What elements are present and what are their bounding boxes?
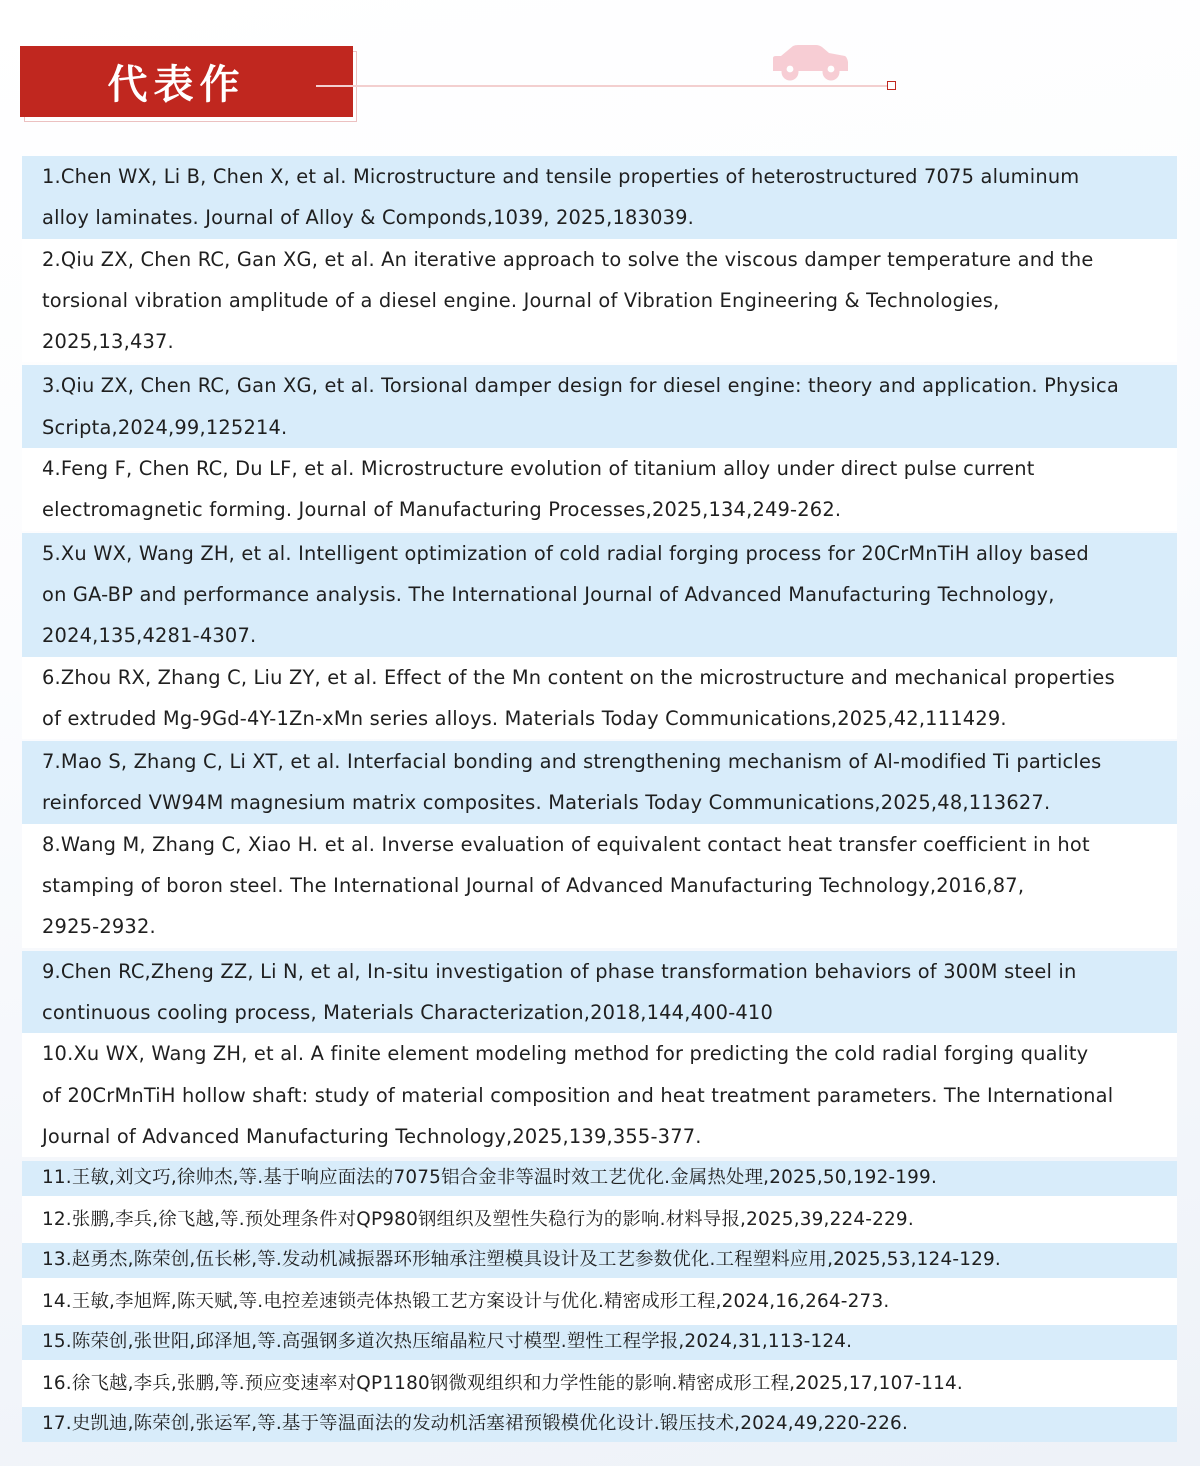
- publication-item: [22, 657, 1177, 740]
- publication-line: 1.Chen WX, Li B, Chen X, et al. Microstructure and tensile properties of heterostructured 7075 aluminum: [42, 165, 1080, 188]
- publication-line: 16.徐飞越,李兵,张鹏,等.预应变速率对QP1180钢微观组织和力学性能的影响.精密成形工程,2025,17,107-114.: [42, 1372, 963, 1394]
- publication-list: [22, 156, 1177, 1442]
- publication-item: [22, 1161, 1177, 1196]
- publication-item: [22, 1033, 1177, 1157]
- publication-item: [22, 951, 1177, 1034]
- publication-line: of 20CrMnTiH hollow shaft: study of material composition and heat treatment parameters. The International: [42, 1083, 1114, 1107]
- publication-line: 15.陈荣创,张世阳,邱泽旭,等.高强钢多道次热压缩晶粒尺寸模型.塑性工程学报,2024,31,113-124.: [42, 1331, 853, 1353]
- publication-line: 8.Wang M, Zhang C, Xiao H. et al. Inverse evaluation of equivalent contact heat transfer coefficient in hot: [42, 832, 1090, 856]
- publication-line: continuous cooling process, Materials Characterization,2018,144,400-410: [42, 1000, 773, 1024]
- section-title: 代表作: [107, 62, 246, 108]
- publication-item: [22, 1196, 1177, 1244]
- publication-item: [22, 1407, 1177, 1442]
- publication-item: [22, 824, 1177, 948]
- publication-line: electromagnetic forming. Journal of Manufacturing Processes,2025,134,249-262.: [42, 498, 842, 522]
- publication-item: [22, 741, 1177, 824]
- publication-line: 6.Zhou RX, Zhang C, Liu ZY, et al. Effect of the Mn content on the microstructure and mechanical properties: [42, 665, 1115, 689]
- publication-line: 9.Chen RC,Zheng ZZ, Li N, et al, In-situ investigation of phase transformation behaviors of 300M steel in: [42, 959, 1077, 983]
- publication-item: [22, 1325, 1177, 1360]
- publication-line: 2025,13,437.: [42, 330, 174, 354]
- publication-line: Journal of Advanced Manufacturing Technology,2025,139,355-377.: [42, 1124, 702, 1148]
- publication-line: 7.Mao S, Zhang C, Li XT, et al. Interfacial bonding and strengthening mechanism of Al-modified Ti particles: [42, 750, 1102, 774]
- publication-line: 5.Xu WX, Wang ZH, et al. Intelligent optimization of cold radial forging process for 20CrMnTiH alloy based: [42, 541, 1089, 565]
- publication-item: [22, 1243, 1177, 1278]
- publication-line: 4.Feng F, Chen RC, Du LF, et al. Microstructure evolution of titanium alloy under direct pulse current: [42, 457, 1035, 481]
- publication-item: [22, 1278, 1177, 1326]
- publication-item: [22, 239, 1177, 363]
- title-divider-line: [316, 85, 887, 87]
- publication-line: 12.张鹏,李兵,徐飞越,等.预处理条件对QP980钢组织及塑性失稳行为的影响.材料导报,2025,39,224-229.: [42, 1208, 914, 1230]
- publication-line: stamping of boron steel. The International Journal of Advanced Manufacturing Technology,2016,87,: [42, 874, 1025, 898]
- publication-line: 2925-2932.: [42, 915, 156, 939]
- publication-item: [22, 1360, 1177, 1408]
- publication-line: 2024,135,4281-4307.: [42, 624, 257, 648]
- publication-line: 17.史凯迪,陈荣创,张运军,等.基于等温面法的发动机活塞裙预锻模优化设计.锻压技术,2024,49,220-226.: [42, 1413, 908, 1435]
- publication-item: [22, 448, 1177, 531]
- publication-line: 11.王敏,刘文巧,徐帅杰,等.基于响应面法的7075铝合金非等温时效工艺优化.金属热处理,2025,50,192-199.: [42, 1167, 937, 1189]
- publication-line: on GA-BP and performance analysis. The International Journal of Advanced Manufacturing Technology,: [42, 582, 1055, 606]
- car-icon: [771, 44, 849, 82]
- publication-line: 10.Xu WX, Wang ZH, et al. A finite element modeling method for predicting the cold radial forging quality: [42, 1042, 1089, 1066]
- publication-line: 14.王敏,李旭辉,陈天赋,等.电控差速锁壳体热锻工艺方案设计与优化.精密成形工程,2024,16,264-273.: [42, 1290, 890, 1312]
- publication-line: torsional vibration amplitude of a diesel engine. Journal of Vibration Engineering & Technologies,: [42, 288, 1000, 312]
- publication-item: [22, 533, 1177, 657]
- publication-line: alloy laminates. Journal of Alloy & Componds,1039, 2025,183039.: [42, 206, 695, 230]
- divider-end-square-icon: [887, 81, 896, 90]
- section-title-box: [20, 46, 353, 117]
- publication-item: [22, 156, 1177, 239]
- publication-item: [22, 365, 1177, 448]
- publication-line: 3.Qiu ZX, Chen RC, Gan XG, et al. Torsional damper design for diesel engine: theory and application. Physica: [42, 374, 1119, 398]
- publication-line: 13.赵勇杰,陈荣创,伍长彬,等.发动机减振器环形轴承注塑模具设计及工艺参数优化.工程塑料应用,2025,53,124-129.: [42, 1249, 1001, 1271]
- publication-line: Scripta,2024,99,125214.: [42, 415, 288, 439]
- publication-line: reinforced VW94M magnesium matrix composites. Materials Today Communications,2025,48,113627.: [42, 791, 1051, 815]
- publication-line: 2.Qiu ZX, Chen RC, Gan XG, et al. An iterative approach to solve the viscous damper temperature and the: [42, 247, 1094, 271]
- publication-line: of extruded Mg-9Gd-4Y-1Zn-xMn series alloys. Materials Today Communications,2025,42,111429.: [42, 706, 1007, 730]
